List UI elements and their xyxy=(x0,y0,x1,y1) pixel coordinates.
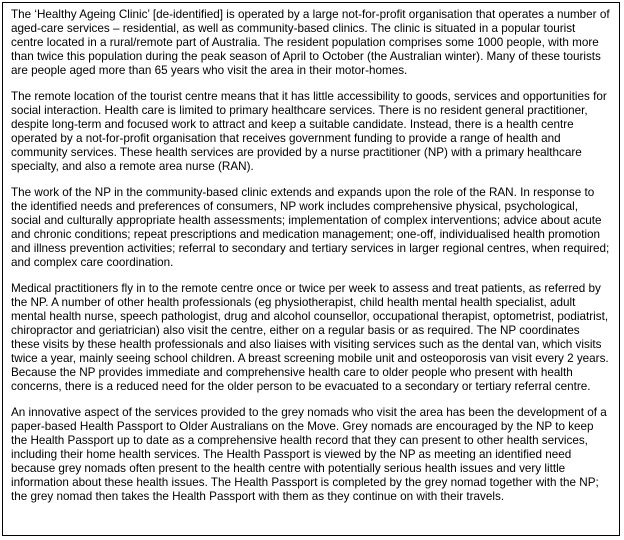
paragraph-clinic-overview: The ‘Healthy Ageing Clinic’ [de-identified] is operated by a large not-for-profit organisation that operates a number of aged-care services – residential, as well as community-based clinics. The clinic is situated in a popular tourist centre located in a rural/remote part of Australia. The resident population comprises some 1000 people, with more than twice this population during the peak season of April to October (the Australian winter). Many of these tourists are people aged more than 65 years who visit the area in their motor-homes. xyxy=(11,8,610,77)
paragraph-visiting-practitioners: Medical practitioners fly in to the remote centre once or twice per week to assess and treat patients, as referred by the NP. A number of other health professionals (eg physiotherapist, child health mental health specialist, adult mental health nurse, speech pathologist, drug and alcohol counsellor, occupational therapist, optometrist, podiatrist, chiropractor and geriatrician) also visit the centre, either on a regular basis or as required. The NP coordinates these visits by these health professionals and also liaises with visiting services such as the dental van, which visits twice a year, mainly seeing school children. A breast screening mobile unit and osteoporosis van visit every 2 years. Because the NP provides immediate and comprehensive health care to older people who present with health concerns, there is a reduced need for the older person to be evacuated to a secondary or tertiary referral centre. xyxy=(11,282,609,393)
paragraph-health-passport: An innovative aspect of the services provided to the grey nomads who visit the area has been the development of a paper-based Health Passport to Older Australians on the Move. Grey nomads are encouraged by the NP to keep the Health Passport up to date as a comprehensive health record that they can present to other health services, including their home health services. The Health Passport is viewed by the NP as meeting an identified need because grey nomads often present to the health centre with potentially serious health issues and very little information about these health issues. The Health Passport is completed by the grey nomad together with the NP; the grey nomad then takes the Health Passport with them as they continue on with their travels. xyxy=(11,406,607,503)
case-study-box xyxy=(2,2,620,536)
paragraph-np-role: The work of the NP in the community-based clinic extends and expands upon the role of the RAN. In response to the identified needs and preferences of consumers, NP work includes comprehensive physical, psychological, social and culturally appropriate health assessments; implementation of complex interventions; advice about acute and chronic conditions; repeat prescriptions and medication management; one-off, individualised health promotion and illness prevention activities; referral to secondary and tertiary services in larger regional centres, when required; and complex care coordination. xyxy=(11,186,610,269)
paragraph-remote-location: The remote location of the tourist centre means that it has little accessibility to goods, services and opportunities for social interaction. Health care is limited to primary healthcare services. There is no resident general practitioner, despite long-term and focused work to attract and keep a suitable candidate. Instead, there is a health centre operated by a not-for-profit organisation that receives government funding to provide a range of health and community services. These health services are provided by a nurse practitioner (NP) with a primary healthcare specialty, and also a remote area nurse (RAN). xyxy=(11,90,607,173)
